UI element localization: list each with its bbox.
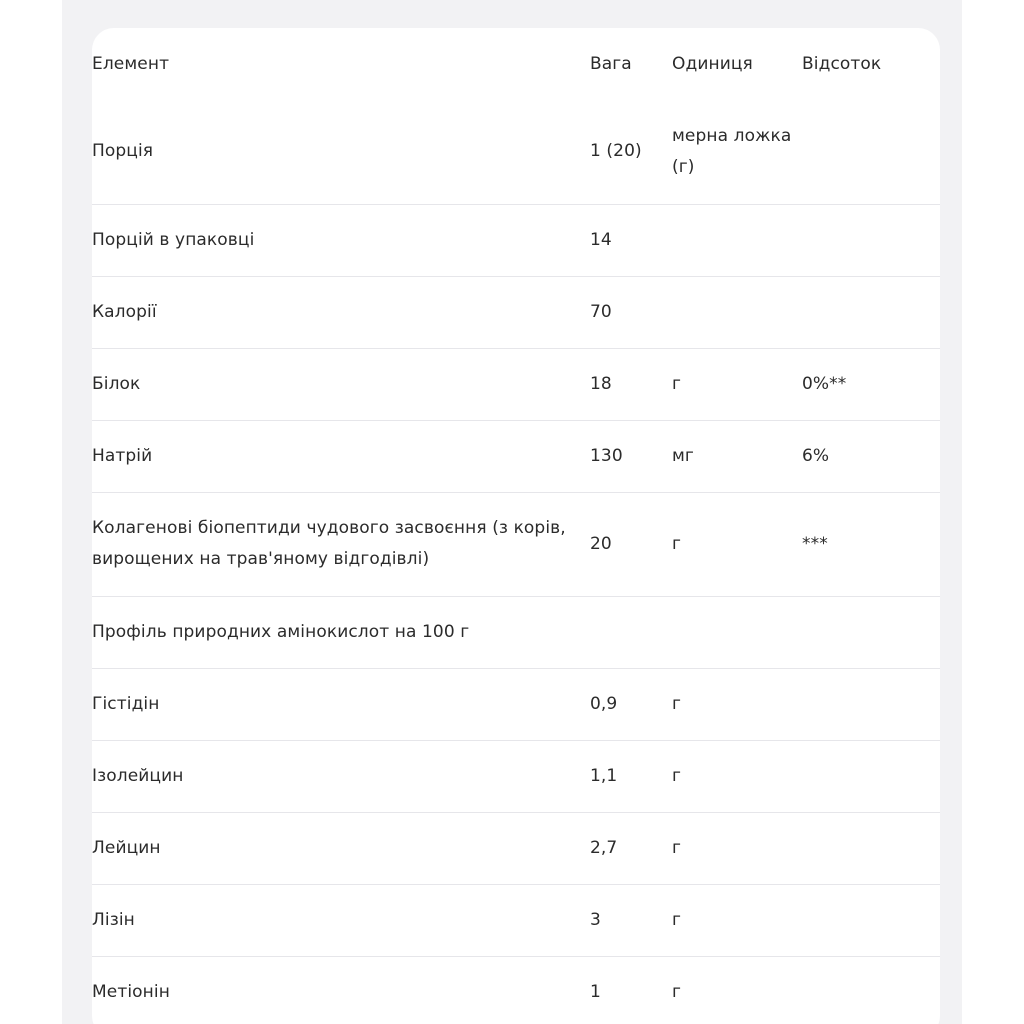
- cell-weight: 1 (20): [590, 141, 642, 162]
- nutrition-card: [92, 28, 940, 1024]
- cell-element: Лізін: [92, 909, 135, 930]
- amino-acid-section-title: Профіль природних амінокислот на 100 г: [92, 621, 470, 642]
- table-row: [92, 420, 940, 492]
- cell-weight: 20: [590, 533, 612, 554]
- cell-element: Порція: [92, 141, 154, 162]
- table-row: [92, 204, 940, 276]
- cell-element: Натрій: [92, 445, 153, 466]
- cell-weight: 1: [590, 981, 601, 1002]
- cell-percent: [802, 956, 940, 1024]
- header-percent: Відсоток: [802, 53, 882, 74]
- cell-percent: [802, 812, 940, 884]
- cell-weight: 0,9: [590, 693, 618, 714]
- table-row: [92, 492, 940, 596]
- cell-weight: 70: [590, 301, 612, 322]
- cell-unit: г: [672, 765, 682, 786]
- table-row: [92, 812, 940, 884]
- cell-percent: [802, 100, 940, 204]
- table-row: [92, 668, 940, 740]
- cell-percent: ***: [802, 533, 828, 554]
- cell-weight: 2,7: [590, 837, 618, 858]
- cell-weight: 130: [590, 445, 623, 466]
- cell-percent: [802, 668, 940, 740]
- cell-unit: г: [672, 981, 682, 1002]
- table-row: [92, 884, 940, 956]
- header-weight: Вага: [590, 53, 632, 74]
- cell-unit: г: [672, 373, 682, 394]
- header-unit: Одиниця: [672, 53, 753, 74]
- cell-percent: 6%: [802, 445, 830, 466]
- table-row: [92, 276, 940, 348]
- cell-weight: 3: [590, 909, 601, 930]
- cell-element: Калорії: [92, 301, 157, 322]
- table-row: [92, 956, 940, 1024]
- table-header-row: [92, 28, 940, 100]
- cell-percent: [802, 740, 940, 812]
- cell-percent: [802, 204, 940, 276]
- table-row: [92, 100, 940, 204]
- cell-element: Метіонін: [92, 981, 170, 1002]
- cell-element: Лейцин: [92, 837, 161, 858]
- cell-unit: г: [672, 693, 682, 714]
- table-section-row: [92, 596, 940, 668]
- cell-unit: г: [672, 837, 682, 858]
- cell-element: Ізолейцин: [92, 765, 184, 786]
- cell-percent: [802, 884, 940, 956]
- cell-weight: 1,1: [590, 765, 618, 786]
- cell-element: Гістідін: [92, 693, 160, 714]
- nutrition-table: [92, 28, 940, 1024]
- table-row: [92, 740, 940, 812]
- header-element: Елемент: [92, 53, 170, 74]
- cell-unit: [672, 204, 802, 276]
- cell-unit: г: [672, 533, 682, 554]
- cell-element: Білок: [92, 373, 141, 394]
- table-row: [92, 348, 940, 420]
- cell-weight: 14: [590, 229, 612, 250]
- cell-element: Колагенові біопептиди чудового засвоєння (з корів, вирощених на трав'яному відгодівлі): [92, 518, 566, 569]
- cell-weight: 18: [590, 373, 612, 394]
- cell-percent: 0%**: [802, 373, 847, 394]
- cell-unit: [672, 276, 802, 348]
- cell-unit: мг: [672, 445, 694, 466]
- cell-percent: [802, 276, 940, 348]
- cell-element: Порцій в упаковці: [92, 229, 255, 250]
- cell-unit: г: [672, 909, 682, 930]
- cell-unit: мерна ложка (г): [672, 125, 792, 177]
